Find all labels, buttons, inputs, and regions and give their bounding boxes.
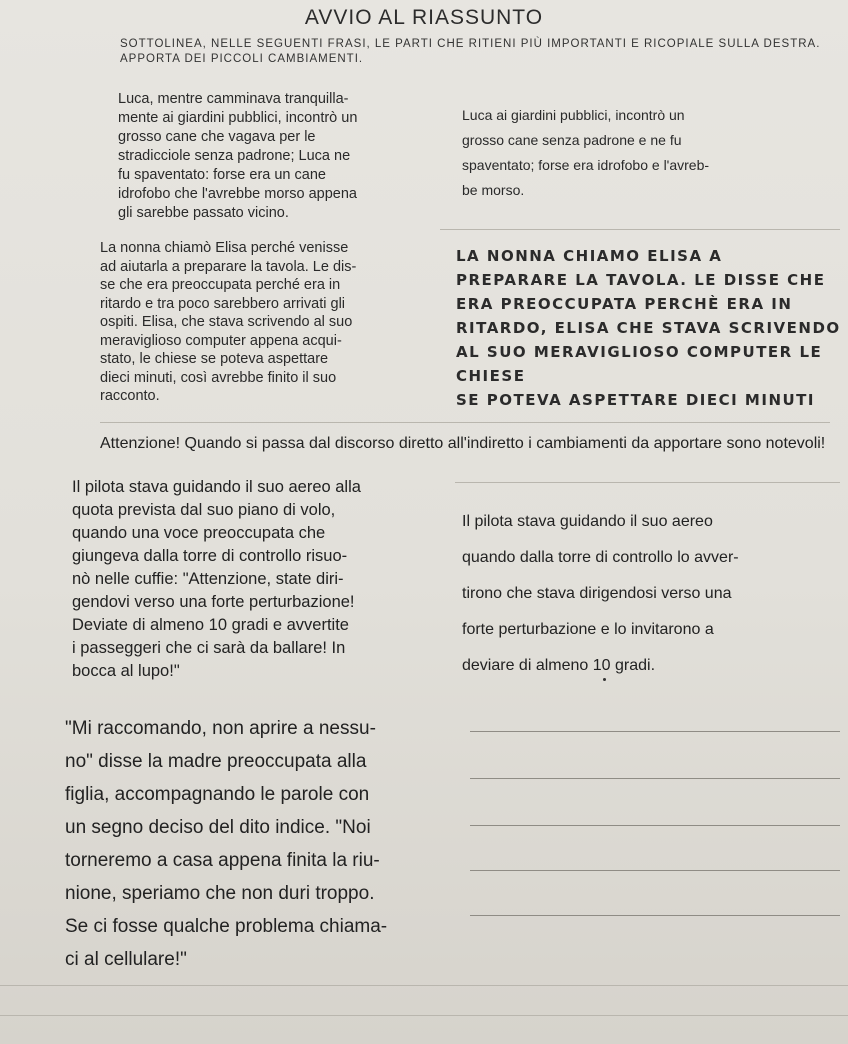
exercise-3-summary-text: Il pilota stava guidando il suo aereo quando dalla torre di controllo lo avver- tirono che stava dirigendosi verso una forte perturbazione e lo invitarono a deviare di almeno 10 gradi. — [462, 513, 739, 674]
divider-line — [455, 482, 840, 483]
answer-line — [470, 778, 840, 779]
worksheet-title: AVVIO AL RIASSUNTO — [304, 6, 544, 29]
divider-line — [0, 1015, 848, 1016]
answer-line — [470, 915, 840, 916]
exercise-1-original-text: Luca, mentre camminava tranquilla- mente ai giardini pubblici, incontrò un grosso cane che vagava per le stradicciole senza padrone; Luca ne fu spaventato: forse era un cane idrofobo che l'avrebbe morso appena gli sarebbe passato vicino. — [118, 91, 358, 221]
answer-line — [470, 825, 840, 826]
exercise-1-summary-text: Luca ai giardini pubblici, incontrò un grosso cane senza padrone e ne fu spaventato; forse era idrofobo e l'avreb- be morso. — [462, 107, 710, 198]
divider-line — [440, 229, 840, 230]
worksheet-instruction: SOTTOLINEA, NELLE SEGUENTI FRASI, LE PARTI CHE RITIENI PIÙ IMPORTANTI E RICOPIALE SULLA DESTRA. APPORTA DEI PICCOLI CAMBIAMENTI. — [120, 38, 821, 65]
pen-mark — [603, 678, 606, 681]
divider-line — [0, 985, 848, 986]
attention-note: Attenzione! Quando si passa dal discorso diretto all'indiretto i cambiamenti da apportare sono notevoli! — [100, 435, 826, 452]
answer-line — [470, 870, 840, 871]
exercise-2-original-text: La nonna chiamò Elisa perché venisse ad aiutarla a preparare la tavola. Le dis- se che era preoccupata perché era in ritardo e tra poco sarebbero arrivati gli ospiti. Elisa, che stava scrivendo al suo meraviglioso computer appena acqui- stato, le chiese se poteva aspettare dieci minuti, così avrebbe finito il suo racconto. — [100, 240, 357, 404]
exercise-3-original-text: Il pilota stava guidando il suo aereo alla quota prevista dal suo piano di volo, quando una voce preoccupata che giungeva dalla torre di controllo risuo- nò nelle cuffie: "Attenzione, state diri- gendovi verso una forte perturbazione! Deviate di almeno 10 gradi e avvertite i passeggeri che ci sarà da ballare! In bocca al lupo!" — [72, 478, 361, 680]
exercise-2-handwritten-answer: LA NONNA CHIAMO ELISA A PREPARARE LA TAVOLA. LE DISSE CHE ERA PREOCCUPATA PERCHÈ ERA IN RITARDO, ELISA CHE STAVA SCRIVENDO AL SUO MERAVIGLIOSO COMPUTER LE CHIESE SE POTEVA ASPETTARE DIECI MINUTI — [456, 247, 841, 409]
divider-line — [100, 422, 830, 423]
exercise-4-original-text: "Mi raccomando, non aprire a nessu- no" disse la madre preoccupata alla figlia, accompagnando le parole con un segno deciso del dito indice. "Noi torneremo a casa appena finita la riu- nione, speriamo che non duri troppo. Se ci fosse qualche problema chiama- ci al cellulare!" — [65, 718, 388, 970]
answer-line — [470, 731, 840, 732]
